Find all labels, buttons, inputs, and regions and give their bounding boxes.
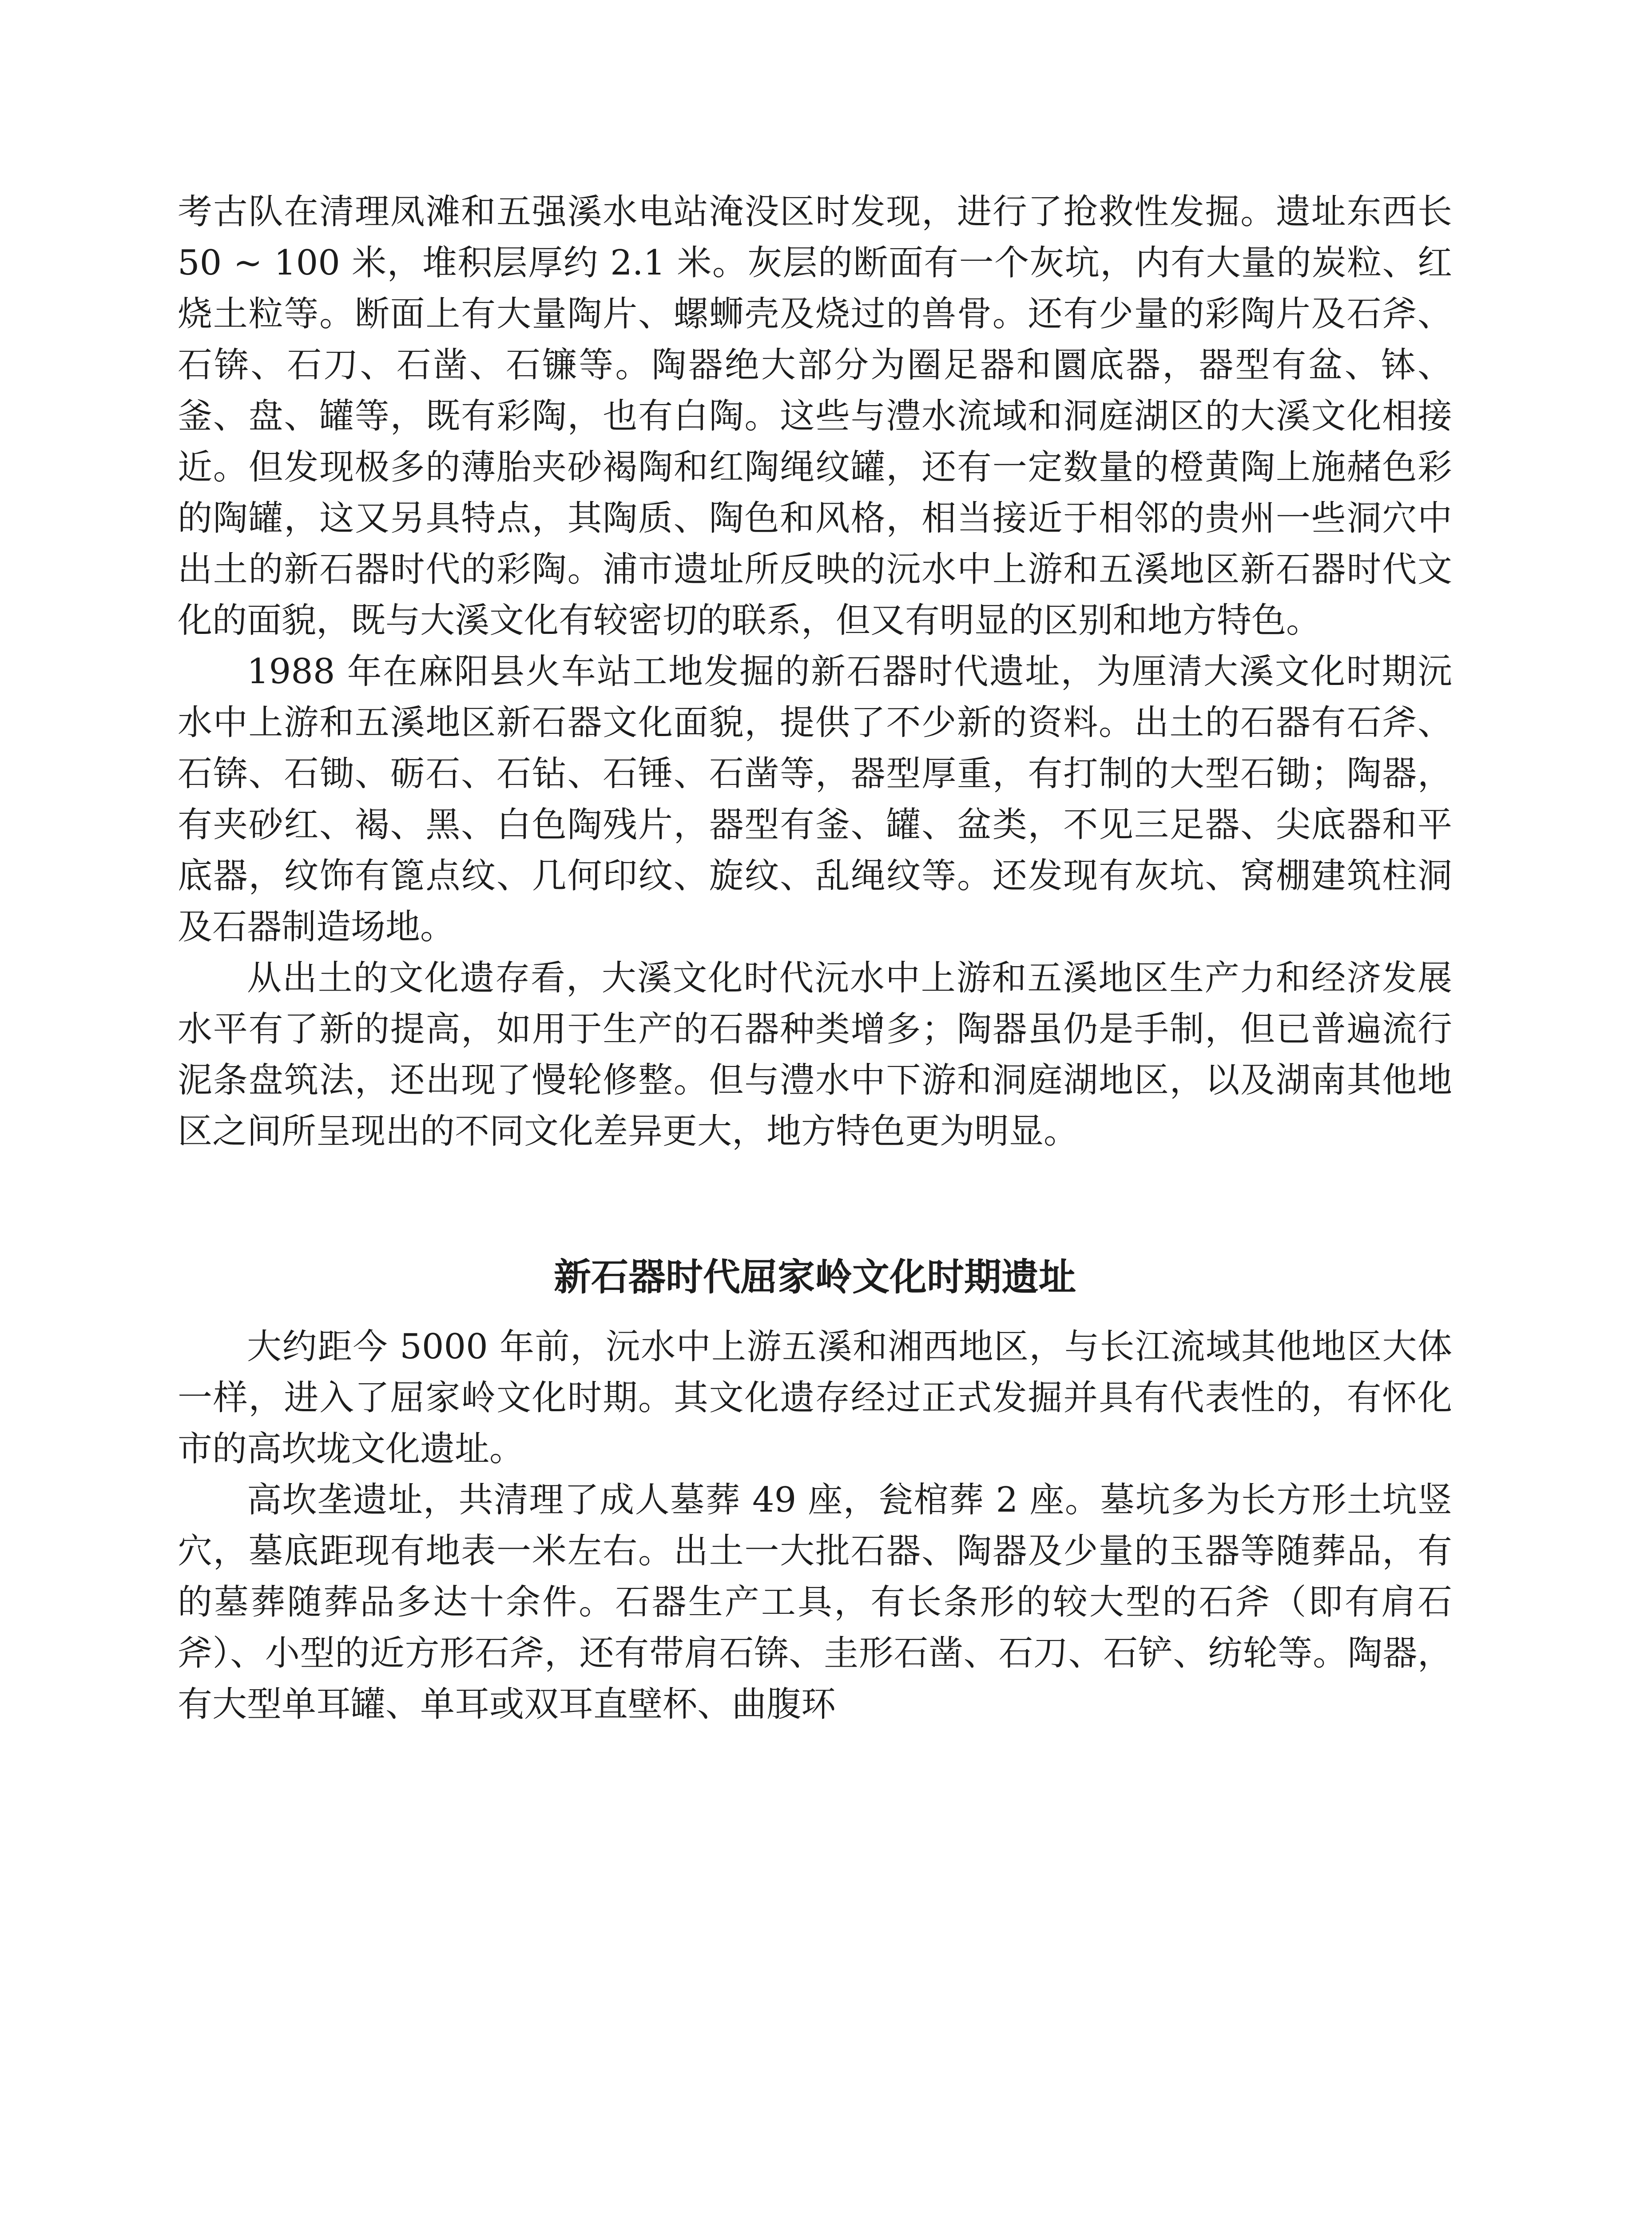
section-title: 新石器时代屈家岭文化时期遗址 xyxy=(553,1255,1076,1299)
paragraph-3: 从出土的文化遗存看，大溪文化时代沅水中上游和五溪地区生产力和经济发展水平有了新的提高，如用于生产的石器种类增多；陶器虽仍是手制，但已普遍流行泥条盘筑法，还出现了慢轮修整。但与澧水中下游和洞庭湖地区，以及湖南其他地区之间所呈现出的不同文化差异更大，地方特色更为明显。 xyxy=(178,958,1452,1151)
paragraph-1: 考古队在清理凤滩和五强溪水电站淹没区时发现，进行了抢救性发掘。遗址东西长 50 ~ 100 米，堆积层厚约 2.1 米。灰层的断面有一个灰坑，内有大量的炭粒、红烧土粒等。断面上有大量陶片、螺蛳壳及烧过的兽骨。还有少量的彩陶片及石斧、石锛、石刀、石凿、石镰等。陶器绝大部分为圈足器和圜底器，器型有盆、钵、釜、盘、罐等，既有彩陶，也有白陶。这些与澧水流域和洞庭湖区的大溪文化相接近。但发现极多的薄胎夹砂褐陶和红陶绳纹罐，还有一定数量的橙黄陶上施赭色彩的陶罐，这又另具特点，其陶质、陶色和风格，相当接近于相邻的贵州一些洞穴中出土的新石器时代的彩陶。浦市遗址所反映的沅水中上游和五溪地区新石器时代文化的面貌，既与大溪文化有较密切的联系，但又有明显的区别和地方特色。 xyxy=(178,192,1452,641)
paragraph-4: 大约距今 5000 年前，沅水中上游五溪和湘西地区，与长江流域其他地区大体一样，进入了屈家岭文化时期。其文化遗存经过正式发掘并具有代表性的，有怀化市的高坎垅文化遗址。 xyxy=(178,1327,1452,1469)
paragraph-2: 1988 年在麻阳县火车站工地发掘的新石器时代遗址，为厘清大溪文化时期沅水中上游和五溪地区新石器文化面貌，提供了不少新的资料。出土的石器有石斧、石锛、石锄、砺石、石钻、石锤、石凿等，器型厚重，有打制的大型石锄；陶器，有夹砂红、褐、黑、白色陶残片，器型有釜、罐、盆类，不见三足器、尖底器和平底器，纹饰有篦点纹、几何印纹、旋纹、乱绳纹等。还发现有灰坑、窝棚建筑柱洞及石器制造场地。 xyxy=(178,652,1452,947)
paragraph-5: 高坎垄遗址，共清理了成人墓葬 49 座，瓮棺葬 2 座。墓坑多为长方形土坑竖穴，墓底距现有地表一米左右。出土一大批石器、陶器及少量的玉器等随葬品，有的墓葬随葬品多达十余件。石器生产工具，有长条形的较大型的石斧（即有肩石斧）、小型的近方形石斧，还有带肩石锛、圭形石凿、石刀、石铲、纺轮等。陶器，有大型单耳罐、单耳或双耳直壁杯、曲腹环 xyxy=(178,1480,1452,1724)
page-body xyxy=(178,187,1452,1730)
